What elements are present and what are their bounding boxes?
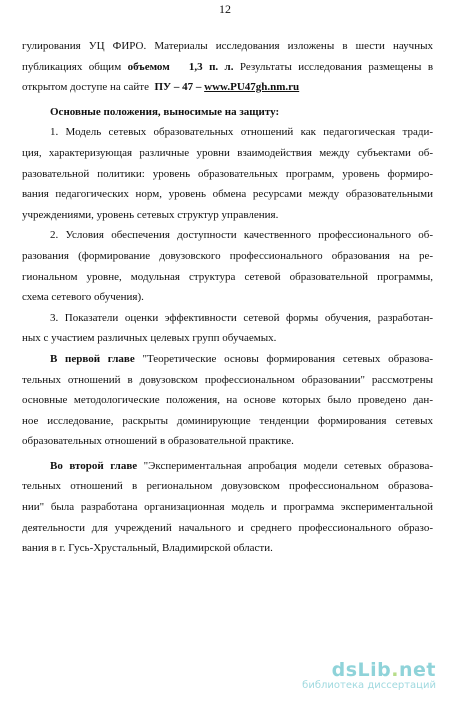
text-line: В первой главе "Теоретические основы формирования сетевых образова-	[50, 352, 433, 365]
page-number: 12	[219, 2, 231, 16]
text-line: тельных отношений в региональном довузовском профессиональном образова-	[22, 480, 433, 493]
bold-term: ПУ – 47 –	[154, 81, 205, 94]
text-line: вания педагогических норм, уровень обмена ресурсами между образовательными	[22, 188, 433, 201]
text-line: публикациях общим объемом 1,3 п. л. Результаты исследования размещены в	[22, 60, 434, 73]
text-line: деятельности для учреждений начального и среднего профессионального образо-	[22, 521, 433, 534]
watermark-logo: dsLib.net	[331, 659, 436, 681]
text-line: ных с участием различных целевых групп обучаемых.	[22, 332, 277, 345]
body-text	[22, 36, 433, 559]
text-line: 1. Модель сетевых образовательных отношений как педагогическая тради-	[50, 126, 433, 139]
text-line: ция, характеризующая различные уровни взаимодействия между субъектами об-	[22, 146, 433, 159]
text-line: разовательной политики: уровень образовательных программ, уровень формиро-	[22, 167, 433, 180]
text-line: схема сетевого обучения).	[22, 291, 144, 304]
watermark	[302, 660, 436, 692]
text-line: гулирования УЦ ФИРО. Материалы исследования изложены в шести научных	[22, 40, 433, 52]
bold-term: 1,3 п. л.	[188, 60, 234, 73]
section-heading: Основные положения, выносимые на защиту:	[50, 105, 280, 118]
text-line: тельных отношений в довузовском профессиональном образовании" рассмотрены	[22, 373, 433, 386]
text-line: Во второй главе "Экспериментальная апробация модели сетевых образова-	[50, 459, 434, 472]
bold-term: В первой главе	[50, 352, 135, 365]
text-line: 2. Условия обеспечения доступности качественного профессионального об-	[50, 229, 433, 242]
text-line: разования (формирование довузовского профессионального образования на ре-	[22, 249, 433, 262]
bold-term: объемом	[127, 60, 170, 73]
watermark-subtitle: библиотека диссертаций	[302, 680, 436, 691]
text-line: ное исследование, раскрыты доминирующие тенденции формирования сетевых	[22, 414, 433, 427]
text-line: гиональном уровне, модульная структура сетевой образовательной программы,	[22, 270, 433, 283]
text-line: 3. Показатели оценки эффективности сетевой формы обучения, разработан-	[50, 311, 433, 324]
text-line: основные методологические положения, на основе которых было проведено дан-	[22, 394, 433, 407]
text-line: нии" была разработана организационная модель и программа экспериментальной	[22, 501, 433, 514]
bold-term: Во второй главе	[50, 459, 138, 472]
text-line: вания в г. Гусь-Хрустальный, Владимирской области.	[22, 542, 273, 555]
text-line: открытом доступе на сайте ПУ – 47 – www.PU47gh.nm.ru	[22, 81, 300, 94]
text-line: учреждениями, уровень сетевых структур управления.	[22, 208, 279, 221]
text-line: образовательных отношений в образовательной практике.	[22, 435, 294, 448]
site-link[interactable]: www.PU47gh.nm.ru	[204, 81, 300, 94]
